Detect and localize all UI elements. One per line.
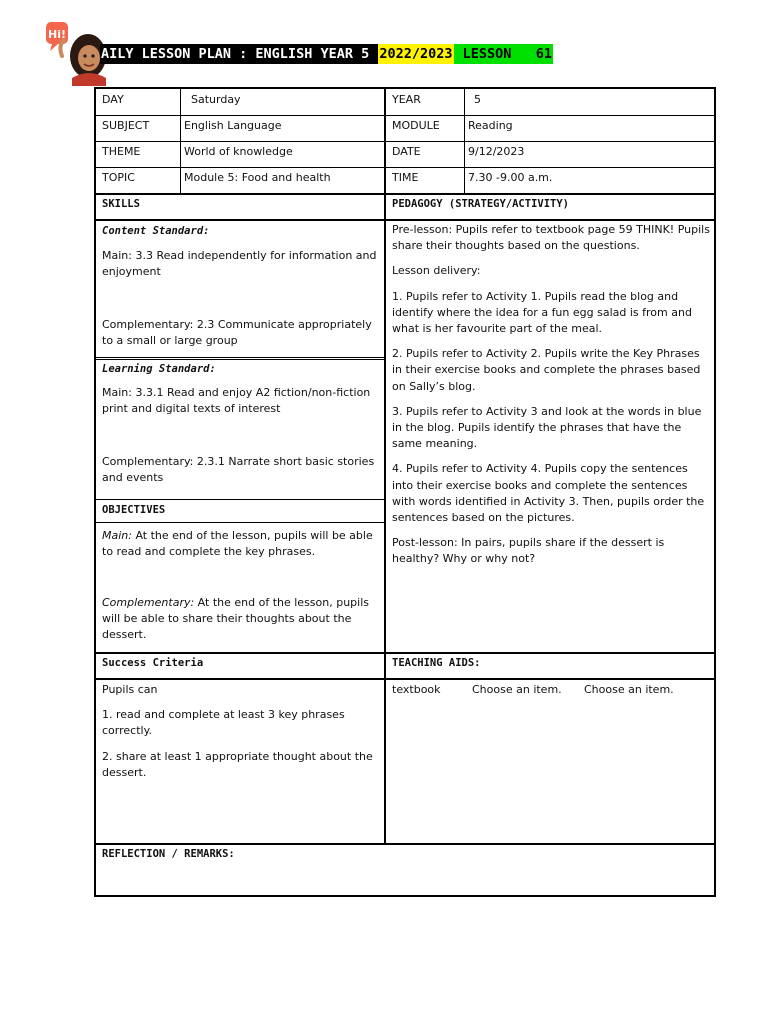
skills-heading: SKILLS xyxy=(102,198,140,210)
lesson-delivery-label: Lesson delivery: xyxy=(392,264,481,278)
objective-main: Main: At the end of the lesson, pupils will be able to read and complete the key phrases. xyxy=(102,529,373,559)
year-label: YEAR xyxy=(392,93,421,106)
subject-value: English Language xyxy=(184,119,282,132)
topic-label: TOPIC xyxy=(102,171,135,184)
success-criteria-heading: Success Criteria xyxy=(102,657,204,669)
success-item-2: 2. share at least 1 appropriate thought about the dessert. xyxy=(102,749,373,779)
activity-step-1: 1. Pupils refer to Activity 1. Pupils read the blog and identify where the idea for a fun egg salad is from and what is her favourite part of the meal. xyxy=(392,289,692,336)
teaching-aids-heading: TEACHING AIDS: xyxy=(392,657,481,669)
objectives-heading: OBJECTIVES xyxy=(102,504,166,516)
content-standard-complementary: Complementary: 2.3 Communicate appropriately to a small or large group xyxy=(102,318,372,348)
time-label: TIME xyxy=(392,171,419,184)
activity-step-2: 2. Pupils refer to Activity 2. Pupils write the Key Phrases in their exercise books and complete the phrases based on Sally’s blog. xyxy=(392,347,701,393)
content-standard-main: Main: 3.3 Read independently for information and enjoyment xyxy=(102,249,377,279)
teaching-aid-3-dropdown[interactable]: Choose an item. xyxy=(584,683,674,696)
title-lesson-number: LESSON 61 xyxy=(454,46,553,62)
learning-standard-complementary: Complementary: 2.3.1 Narrate short basic stories and events xyxy=(102,455,375,485)
post-lesson: Post-lesson: In pairs, pupils share if the dessert is healthy? Why or why not? xyxy=(392,536,665,566)
success-criteria-list xyxy=(102,682,380,790)
success-item-1: 1. read and complete at least 3 key phrases correctly. xyxy=(102,708,345,738)
day-value: Saturday xyxy=(191,93,241,106)
time-value: 7.30 -9.00 a.m. xyxy=(468,171,553,184)
date-value: 9/12/2023 xyxy=(468,145,525,158)
year-value: 5 xyxy=(474,93,481,106)
topic-value: Module 5: Food and health xyxy=(184,171,331,184)
theme-label: THEME xyxy=(102,145,141,158)
title-session-year: 2022/2023 xyxy=(379,46,453,62)
document-header xyxy=(40,16,640,86)
reflection-heading: REFLECTION / REMARKS: xyxy=(102,848,235,860)
activity-step-3: 3. Pupils refer to Activity 3 and look at the words in blue in the blog. Pupils identify the phrases that have the same meaning. xyxy=(392,404,702,451)
subject-label: SUBJECT xyxy=(102,119,150,132)
date-label: DATE xyxy=(392,145,421,158)
lesson-plan-table xyxy=(94,87,716,897)
content-standard-label: Content Standard: xyxy=(102,225,210,237)
success-intro: Pupils can xyxy=(102,683,158,696)
pre-lesson: Pre-lesson: Pupils refer to textbook page 59 THINK! Pupils share their thoughts based on the questions. xyxy=(392,223,710,253)
day-label: DAY xyxy=(102,93,124,106)
objective-complementary: Complementary: At the end of the lesson, pupils will be able to share their thoughts about the dessert. xyxy=(102,596,370,642)
learning-standard-main: Main: 3.3.1 Read and enjoy A2 fiction/non-fiction print and digital texts of interest xyxy=(102,386,371,416)
teaching-aid-1[interactable]: textbook xyxy=(392,683,441,696)
document-title xyxy=(100,44,553,64)
learning-standard-label: Learning Standard: xyxy=(102,363,216,375)
hi-badge: Hi! xyxy=(48,28,66,41)
theme-value: World of knowledge xyxy=(184,145,293,158)
module-value: Reading xyxy=(468,119,513,132)
teaching-aid-2-dropdown[interactable]: Choose an item. xyxy=(472,683,562,696)
pedagogy-heading: PEDAGOGY (STRATEGY/ACTIVITY) xyxy=(392,198,570,210)
activity-step-4: 4. Pupils refer to Activity 4. Pupils copy the sentences into their exercise books and complete the sentences with words identified in Activity 3. Then, pupils order the sentences based on the pictures. xyxy=(392,462,705,525)
bitmoji-avatar-icon xyxy=(44,16,106,86)
pedagogy-activities xyxy=(392,222,710,577)
title-text: AILY LESSON PLAN : ENGLISH YEAR 5 xyxy=(101,46,378,62)
module-label: MODULE xyxy=(392,119,440,132)
